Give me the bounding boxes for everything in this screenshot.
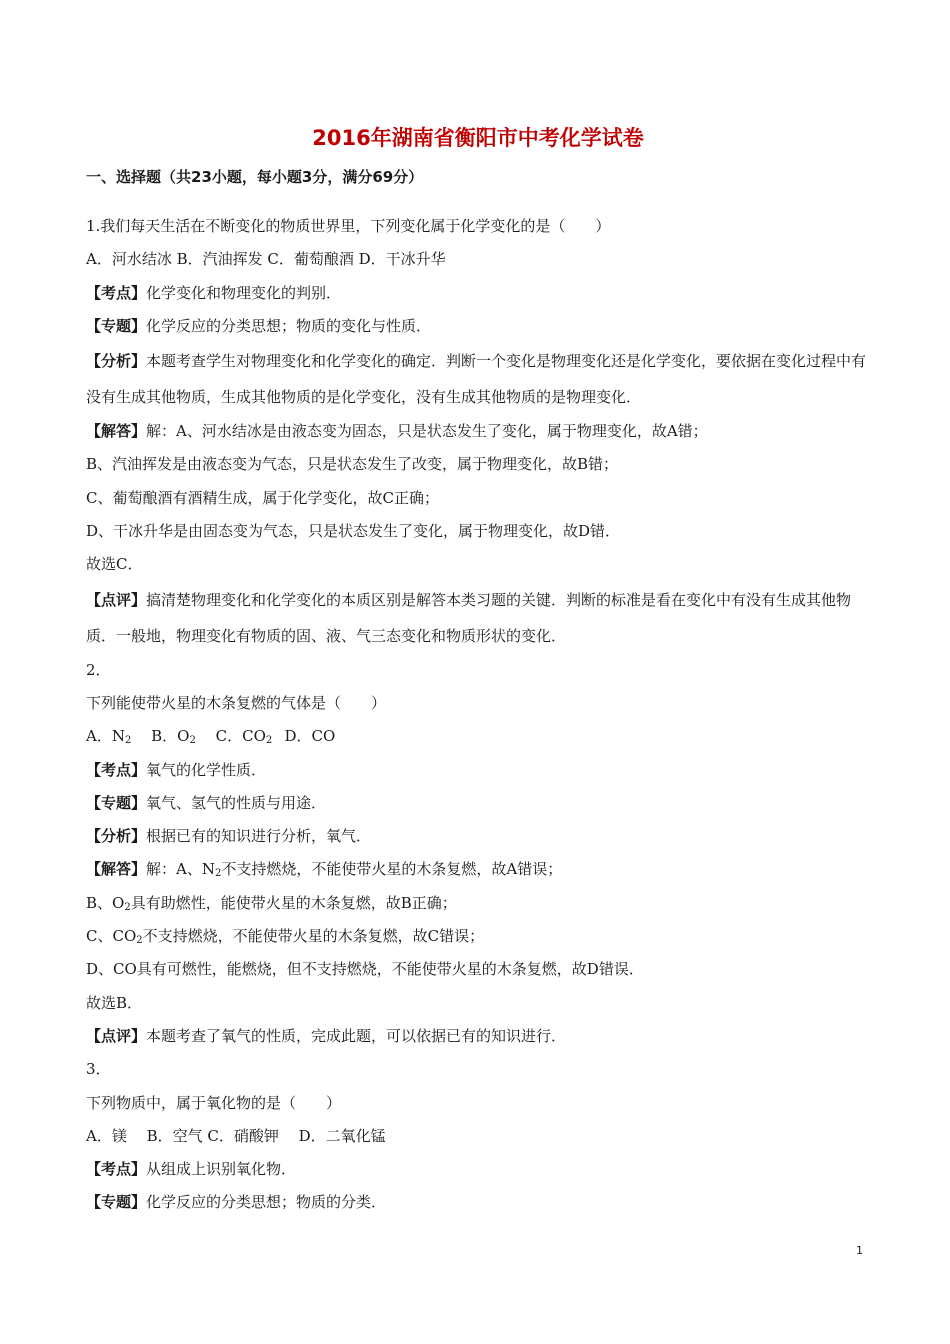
fenxi-tag: 【分析】 bbox=[86, 827, 147, 846]
answer-line: 故选B． bbox=[86, 993, 143, 1012]
fenxi-block bbox=[86, 343, 870, 415]
section-heading: 一、选择题（共23小题，每小题3分，满分69分） bbox=[86, 168, 424, 186]
jieda-line bbox=[86, 415, 870, 448]
fenxi-line bbox=[86, 820, 870, 853]
kaodian-line bbox=[86, 1153, 870, 1186]
kaodian-tag: 【考点】 bbox=[86, 1160, 147, 1179]
kaodian-text: 化学变化和物理变化的判别． bbox=[146, 283, 342, 302]
fenxi-text: 根据已有的知识进行分析，氧气． bbox=[146, 827, 372, 846]
dianping-tag: 【点评】 bbox=[86, 590, 147, 609]
zhuanti-tag: 【专题】 bbox=[86, 316, 147, 335]
question-number: 3． bbox=[86, 1060, 111, 1079]
kaodian-tag: 【考点】 bbox=[86, 760, 147, 779]
option-a: A．$N_2$ bbox=[86, 727, 132, 747]
fenxi-line bbox=[86, 343, 870, 415]
question-2 bbox=[86, 654, 870, 1054]
kaodian-line bbox=[86, 277, 870, 310]
question-options: A．镁 B．空气 C．硝酸钾 D．二氧化锰 bbox=[86, 1126, 386, 1145]
dianping-line bbox=[86, 582, 870, 654]
question-stem: 下列能使带火星的木条复燃的气体是（ ） bbox=[86, 693, 387, 712]
dianping-text: 搞清楚物理变化和化学变化的本质区别是解答本类习题的关键．判断的标准是看在变化中有没有生成其他物质．一般地，物理变化有物质的固、液、气三态变化和物质形状的变化． bbox=[86, 590, 852, 645]
zhuanti-text: 化学反应的分类思想；物质的变化与性质． bbox=[146, 316, 432, 335]
question-3 bbox=[86, 1053, 870, 1219]
option-c: C．$CO_2$ bbox=[215, 727, 273, 747]
jieda-line-c: C、葡萄酿酒有酒精生成，属于化学变化，故C正确； bbox=[86, 488, 439, 507]
question-stem: 下列物质中，属于氧化物的是（ ） bbox=[86, 1093, 342, 1112]
jieda-line-b: B、$O_2$具有助燃性，能使带火星的木条复燃，故B正确； bbox=[86, 893, 457, 913]
dianping-line bbox=[86, 1020, 870, 1053]
option-d: D．CO bbox=[284, 727, 336, 746]
zhuanti-line bbox=[86, 310, 870, 343]
kaodian-text: 从组成上识别氧化物． bbox=[146, 1160, 297, 1179]
jieda-tag: 【解答】 bbox=[86, 422, 147, 441]
kaodian-line bbox=[86, 754, 870, 787]
kaodian-tag: 【考点】 bbox=[86, 283, 147, 302]
dianping-text: 本题考查了氧气的性质，完成此题，可以依据已有的知识进行． bbox=[146, 1026, 567, 1045]
jieda-line-b: B、汽油挥发是由液态变为气态，只是状态发生了改变，属于物理变化，故B错； bbox=[86, 455, 619, 474]
jieda-line-d: D、CO具有可燃性，能燃烧，但不支持燃烧，不能使带火星的木条复燃，故D错误． bbox=[86, 960, 644, 979]
zhuanti-tag: 【专题】 bbox=[86, 793, 147, 812]
question-number: 2． bbox=[86, 660, 111, 679]
question-options: A．河水结冰 B．汽油挥发 C．葡萄酿酒 D．干冰升华 bbox=[86, 250, 446, 269]
question-stem: 1.我们每天生活在不断变化的物质世界里，下列变化属于化学变化的是（ ） bbox=[86, 217, 611, 235]
fenxi-text: 本题考查学生对物理变化和化学变化的确定．判断一个变化是物理变化还是化学变化，要依据在变化过程中有没有生成其他物质，生成其他物质的是化学变化，没有生成其他物质的是物理变化． bbox=[86, 352, 867, 407]
question-options bbox=[86, 720, 870, 753]
jieda-line-d: D、干冰升华是由固态变为气态，只是状态发生了变化，属于物理变化，故D错． bbox=[86, 522, 621, 541]
zhuanti-line bbox=[86, 787, 870, 820]
answer-line: 故选C． bbox=[86, 555, 143, 574]
kaodian-text: 氧气的化学性质． bbox=[146, 760, 267, 779]
question-1 bbox=[86, 210, 870, 654]
page-title: 2016年湖南省衡阳市中考化学试卷 bbox=[312, 126, 644, 150]
fenxi-tag: 【分析】 bbox=[86, 352, 147, 371]
dianping-block bbox=[86, 582, 870, 654]
jieda-text: 解：A、河水结冰是由液态变为固态，只是状态发生了变化，属于物理变化，故A错； bbox=[146, 422, 708, 441]
dianping-tag: 【点评】 bbox=[86, 1026, 147, 1045]
zhuanti-line bbox=[86, 1186, 870, 1219]
zhuanti-text: 氧气、氢气的性质与用途． bbox=[146, 793, 327, 812]
option-b: B．$O_2$ bbox=[151, 727, 196, 747]
jieda-line-c: C、$CO_2$不支持燃烧，不能使带火星的木条复燃，故C错误； bbox=[86, 927, 485, 947]
zhuanti-text: 化学反应的分类思想；物质的分类． bbox=[146, 1193, 387, 1212]
zhuanti-tag: 【专题】 bbox=[86, 1193, 147, 1212]
jieda-tag: 【解答】 bbox=[86, 860, 147, 879]
page-number: 1 bbox=[856, 1244, 863, 1257]
jieda-line: 【解答】解：A、$N_2$不支持燃烧，不能使带火星的木条复燃，故A错误； bbox=[86, 860, 563, 880]
